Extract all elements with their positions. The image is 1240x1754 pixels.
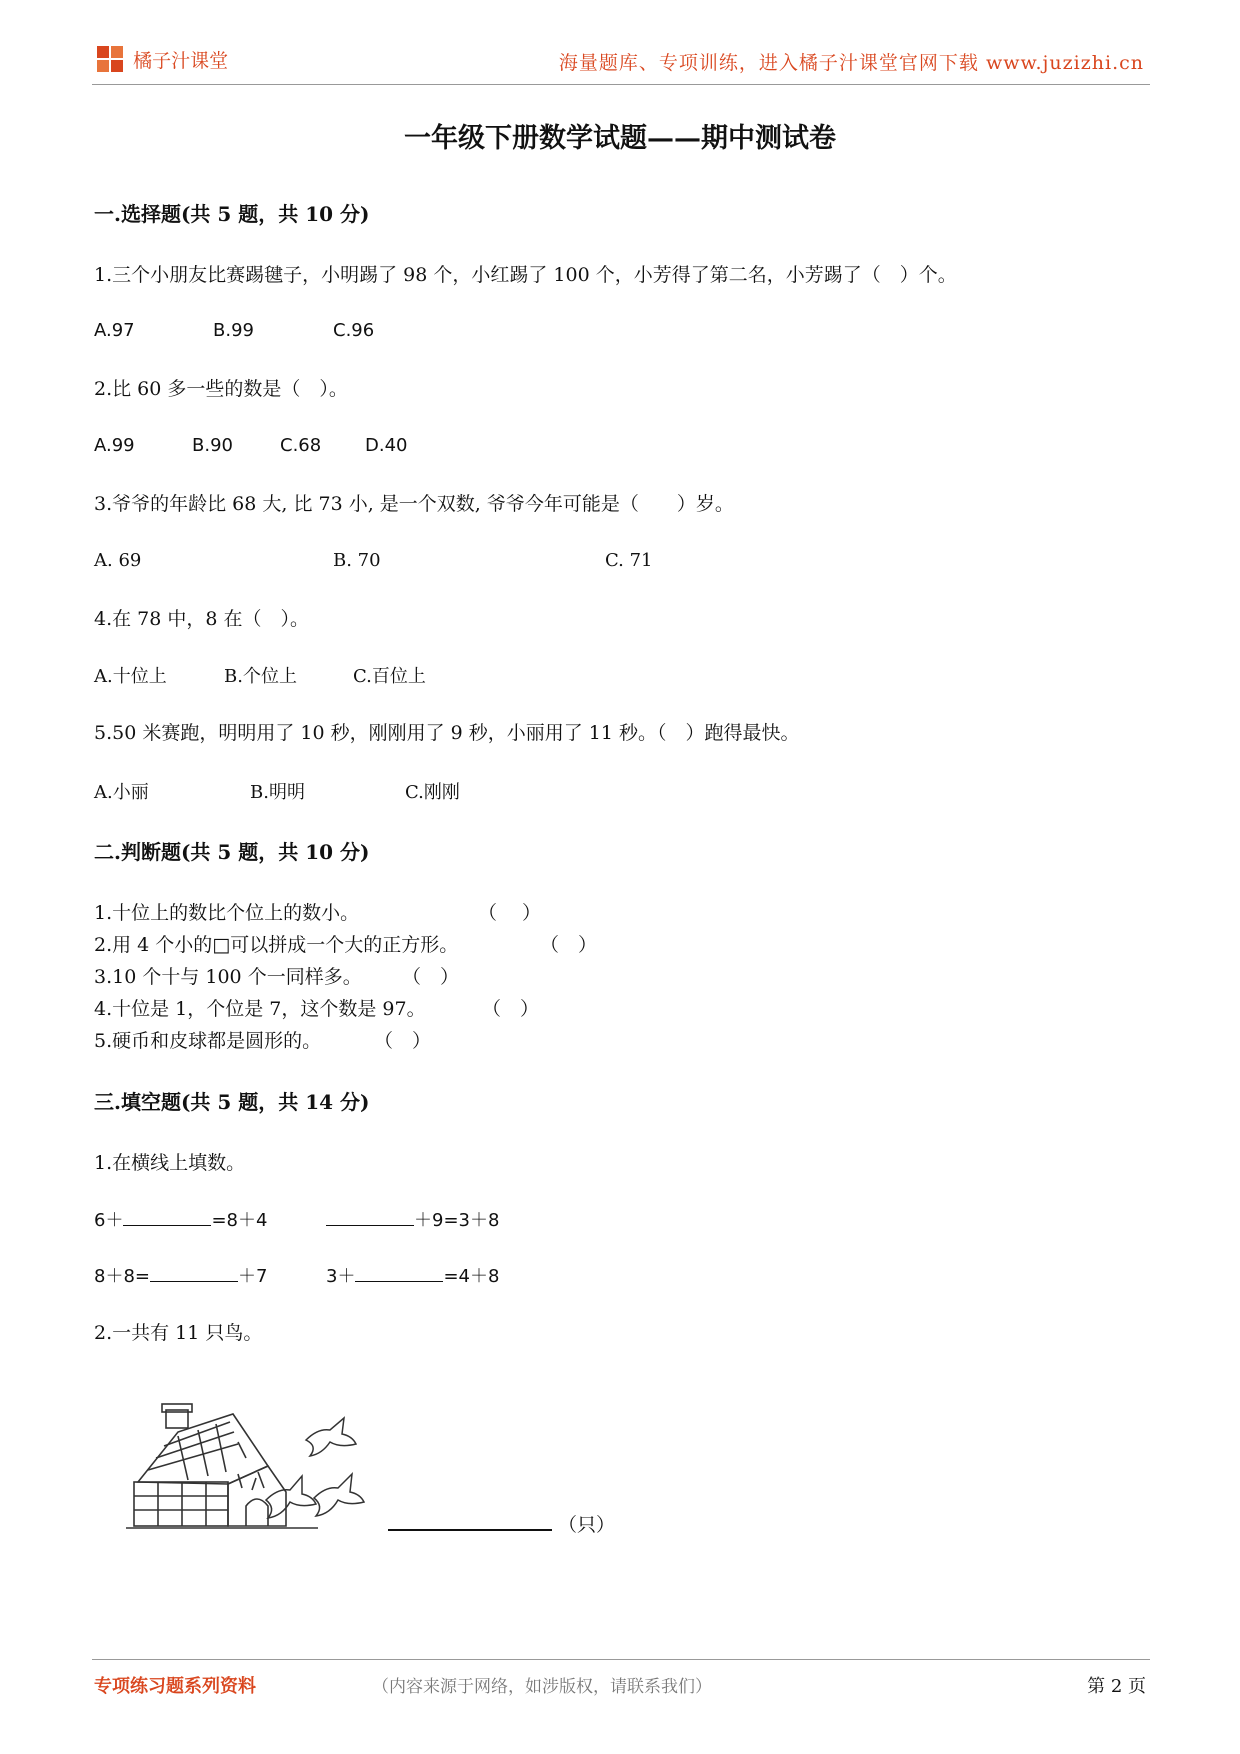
footer-series: 专项练习题系列资料 xyxy=(94,1676,256,1697)
brand-name: 橘子汁课堂 xyxy=(133,49,229,72)
question-text: 5.50 米赛跑，明明用了 10 秒，刚刚用了 9 秒，小丽用了 11 秒。（ ）跑得最快。 xyxy=(94,722,800,744)
judgement-item: 1.十位上的数比个位上的数小。 xyxy=(94,902,360,924)
equation-prefix: 3＋ xyxy=(326,1266,356,1287)
option: B.个位上 xyxy=(224,666,297,687)
option: B.明明 xyxy=(250,782,305,803)
section2-heading: 二.判断题(共 5 题，共 10 分) xyxy=(94,840,370,864)
option: B.99 xyxy=(213,320,254,341)
equation xyxy=(94,1262,267,1288)
equation-suffix: ＋7 xyxy=(238,1266,268,1287)
equation-suffix: =4＋8 xyxy=(443,1266,500,1287)
question-text: 4.在 78 中，8 在（ ）。 xyxy=(94,608,310,630)
option: C.刚刚 xyxy=(405,782,460,803)
question-text: 1.三个小朋友比赛踢毽子，小明踢了 98 个，小红踢了 100 个，小芳得了第二名，小芳踢了（ ）个。 xyxy=(94,264,957,286)
equation-prefix: 8＋8= xyxy=(94,1266,150,1287)
question-text: 2.一共有 11 只鸟。 xyxy=(94,1322,263,1344)
option: D.40 xyxy=(365,435,408,456)
question-text: 3.爷爷的年龄比 68 大, 比 73 小, 是一个双数, 爷爷今年可能是（ ）岁。 xyxy=(94,493,734,515)
unit-label: （只） xyxy=(558,1514,616,1536)
option: B.90 xyxy=(192,435,233,456)
page-number-value: 2 xyxy=(1110,1676,1123,1697)
fill-blank[interactable] xyxy=(150,1263,238,1282)
house-birds-illustration xyxy=(118,1392,388,1544)
judgement-item: 4.十位是 1，个位是 7，这个数是 97。 xyxy=(94,998,426,1020)
equation-suffix: =8＋4 xyxy=(211,1210,268,1231)
house-icon xyxy=(118,1392,388,1540)
answer-paren: （ ） xyxy=(540,934,598,956)
equation xyxy=(326,1206,499,1232)
judgement-item: 2.用 4 个小的□可以拼成一个大的正方形。 xyxy=(94,934,459,956)
answer-paren: （ ） xyxy=(402,966,460,988)
option: C.百位上 xyxy=(353,666,426,687)
fill-blank[interactable] xyxy=(326,1207,414,1226)
fill-blank[interactable] xyxy=(355,1263,443,1282)
equation-suffix: ＋9=3＋8 xyxy=(414,1210,500,1231)
page-number xyxy=(1087,1672,1146,1698)
question-text: 1.在横线上填数。 xyxy=(94,1152,246,1174)
footer-divider xyxy=(92,1659,1150,1660)
option: C.96 xyxy=(333,320,375,341)
equation xyxy=(326,1262,499,1288)
option: C. 71 xyxy=(605,550,653,571)
answer-line[interactable] xyxy=(388,1529,552,1531)
option: A. 69 xyxy=(94,550,142,571)
option: A.小丽 xyxy=(94,782,149,803)
equation-prefix: 6＋ xyxy=(94,1210,124,1231)
option: A.99 xyxy=(94,435,135,456)
judgement-item: 5.硬币和皮球都是圆形的。 xyxy=(94,1030,322,1052)
birds xyxy=(266,1418,364,1518)
section1-heading: 一.选择题(共 5 题，共 10 分) xyxy=(94,202,370,226)
option: C.68 xyxy=(280,435,322,456)
option: A.十位上 xyxy=(94,666,167,687)
question-text: 2.比 60 多一些的数是（ ）。 xyxy=(94,378,348,400)
logo-icon xyxy=(96,44,126,74)
option: B. 70 xyxy=(333,550,381,571)
option: A.97 xyxy=(94,320,135,341)
page-title: 一年级下册数学试题——期中测试卷 xyxy=(404,123,836,154)
section3-heading: 三.填空题(共 5 题，共 14 分) xyxy=(94,1090,370,1114)
answer-paren: （ ） xyxy=(478,902,542,924)
page-prefix: 第 xyxy=(1087,1676,1106,1697)
brand-logo xyxy=(96,44,228,74)
fill-blank[interactable] xyxy=(123,1207,211,1226)
page-suffix: 页 xyxy=(1128,1676,1146,1697)
equation xyxy=(94,1206,267,1232)
answer-paren: （ ） xyxy=(482,998,540,1020)
header-divider xyxy=(92,84,1150,85)
footer-copyright: （内容来源于网络，如涉版权，请联系我们） xyxy=(372,1677,712,1697)
answer-paren: （ ） xyxy=(374,1030,432,1052)
header-slogan: 海量题库、专项训练，进入橘子汁课堂官网下载 www.juzizhi.cn xyxy=(558,52,1144,74)
judgement-item: 3.10 个十与 100 个一同样多。 xyxy=(94,966,362,988)
